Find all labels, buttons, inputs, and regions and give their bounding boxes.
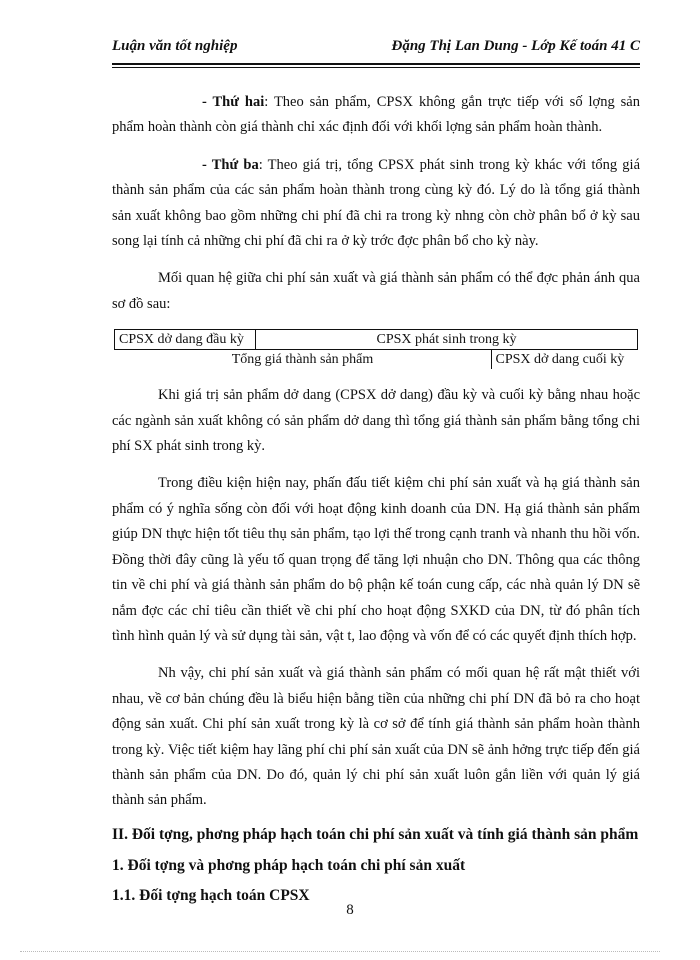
paragraph-thu-ba-lead: - Thứ ba [202,156,259,173]
header-rule-thick [112,63,640,65]
paragraph-thu-hai [112,90,640,141]
diagram-cell-total-cost: Tổng giá thành sản phẩm [115,350,492,369]
diagram-cell-period-costs: CPSX phát sinh trong kỳ [256,330,638,350]
cost-relationship-diagram [114,329,638,369]
subsection-heading-1-1: 1.1. Đối tợng hạch toán CPSX [112,886,310,904]
diagram-row-bottom [115,350,638,370]
section-heading-ii: II. Đối tợng, phơng pháp hạch toán chi phí sản xuất và tính giá thành sản phẩm [112,825,639,843]
header-thesis-label: Luận văn tốt nghiệp [112,38,238,54]
footer-dotted-rule [20,951,660,952]
diagram-cell-closing-wip: CPSX dở dang cuối kỳ [491,350,638,369]
paragraph-thu-ba-text: : Theo giá trị, tổng CPSX phát sinh trong kỳ khác với tổng giá thành sản phẩm của các sản phẩm hoàn thành trong cùng kỳ đó. Lý do là tổng giá thành sản xuất không bao gồm những chi phí đã chi ra trong kỳ nhng còn chờ phân bổ ở kỳ sau song lại tính cả những chi phí đã chi ra ở kỳ trớc đợc phân bổ cho kỳ này. [112,156,641,250]
page-number: 8 [346,902,354,918]
header-author-class: Đặng Thị Lan Dung - Lớp Kế toán 41 C [391,38,640,54]
paragraph-relationship-intro: Mối quan hệ giữa chi phí sản xuất và giá thành sản phẩm có thể đợc phản ánh qua sơ đồ sau: [112,270,640,312]
page-header [112,38,640,66]
paragraph-thu-ba [112,153,640,255]
paragraph-cost-saving: Trong điều kiện hiện nay, phấn đấu tiết kiệm chi phí sản xuất và hạ giá thành sản phẩm có ý nghĩa sống còn đối với hoạt động kinh doanh của DN. Hạ giá thành sản phẩm giúp DN thực hiện tốt tiêu thụ sản phẩm, tạo lợi thế trong cạnh tranh và nhanh thu hồi vốn. Đồng thời đây cũng là yếu tố quan trọng để tăng lợi nhuận cho DN. Thông qua các thông tin về chi phí và giá thành sản phẩm do bộ phận kế toán cung cấp, các nhà quản lý DN sẽ nắm đợc các chỉ tiêu cần thiết về chi phí cho hoạt động SXKD của DN, từ đó phân tích tình hình quản lý và sử dụng tài sản, vật t, lao động và vốn để có các quyết định thích hợp. [112,475,640,644]
paragraph-thu-hai-text: : Theo sản phẩm, CPSX không gắn trực tiếp với số lợng sản phẩm hoàn thành còn giá thành chỉ xác định đối với khối lợng sản phẩm hoàn thành. [112,94,640,136]
paragraph-close-relationship: Nh vậy, chi phí sản xuất và giá thành sản phẩm có mối quan hệ rất mật thiết với nhau, về cơ bản chúng đều là biểu hiện bằng tiền của những chi phí DN đã bỏ ra cho hoạt động sản xuất. Chi phí sản xuất trong kỳ là cơ sở để tính giá thành sản phẩm hoàn thành trong kỳ. Việc tiết kiệm hay lãng phí chi phí sản xuất của DN sẽ ảnh hởng trực tiếp đến giá thành sản phẩm của DN. Do đó, quản lý chi phí sản xuất luôn gắn liền với quản lý giá thành sản phẩm. [112,665,640,809]
subsection-heading-1: 1. Đối tợng và phơng pháp hạch toán chi phí sản xuất [112,856,466,874]
diagram-cell-opening-wip: CPSX dở dang đầu kỳ [115,330,256,350]
header-rule-thin [112,67,640,68]
paragraph-thu-hai-lead: - Thứ hai [202,94,265,110]
diagram-row-top [115,330,638,350]
document-body [112,90,640,917]
paragraph-equal-wip: Khi giá trị sản phẩm dở dang (CPSX dở dang) đầu kỳ và cuối kỳ bằng nhau hoặc các ngành sản xuất không có sản phẩm dở dang thì tổng giá thành sản phẩm bằng tổng chi phí SX phát sinh trong kỳ. [112,387,640,455]
